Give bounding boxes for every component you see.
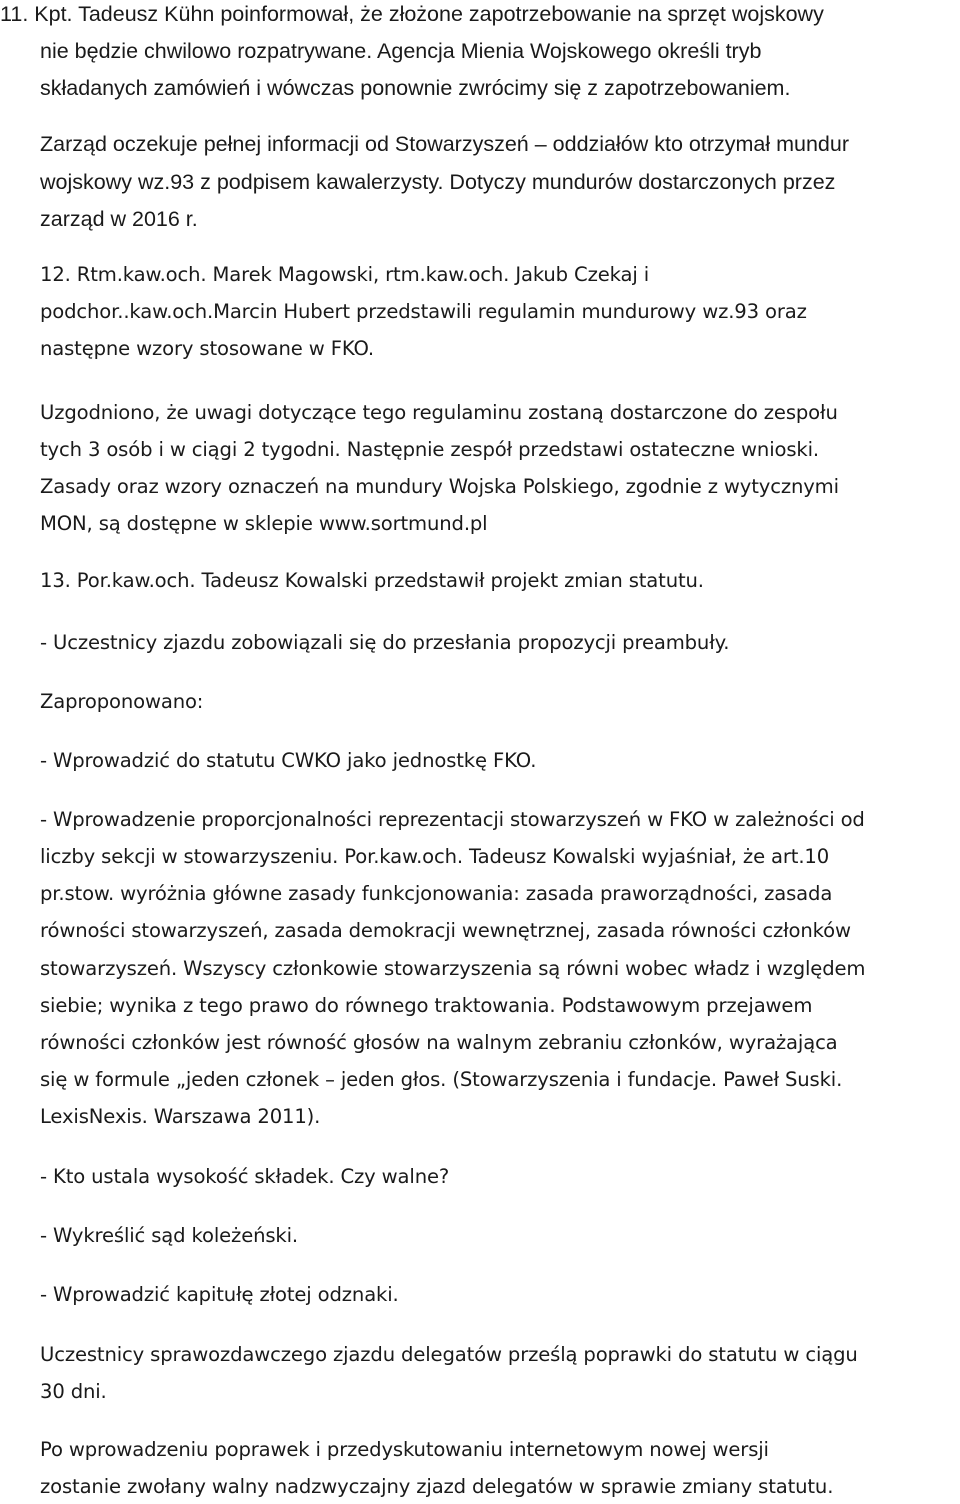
text-line: tych 3 osób i w ciągi 2 tygodni. Następnie zespół przedstawi ostateczne wnioski. [40, 438, 819, 461]
text-line: MON, są dostępne w sklepie www.sortmund.pl [40, 512, 488, 535]
text-line: składanych zamówień i wówczas ponownie zwrócimy się z zapotrzebowaniem. [40, 76, 791, 100]
text-line: - Wprowadzić kapitułę złotej odznaki. [40, 1283, 399, 1306]
text-line: równości stowarzyszeń, zasada demokracji wewnętrznej, zasada równości członków [40, 919, 851, 942]
text-line: stowarzyszeń. Wszyscy członkowie stowarzyszenia są równi wobec władz i względem [40, 957, 866, 980]
text-line: nie będzie chwilowo rozpatrywane. Agencja Mienia Wojskowego określi tryb [40, 39, 762, 63]
text-line: 13. Por.kaw.och. Tadeusz Kowalski przedstawił projekt zmian statutu. [40, 569, 704, 592]
text-line: - Wprowadzić do statutu CWKO jako jednostkę FKO. [40, 749, 537, 772]
text-line: LexisNexis. Warszawa 2011). [40, 1105, 321, 1128]
text-line: 30 dni. [40, 1380, 107, 1403]
text-line: zarząd w 2016 r. [40, 207, 198, 231]
text-line: Uczestnicy sprawozdawczego zjazdu delegatów prześlą poprawki do statutu w ciągu [40, 1343, 858, 1366]
text-line: Zasady oraz wzory oznaczeń na mundury Wojska Polskiego, zgodnie z wytycznymi [40, 475, 839, 498]
text-line: 12. Rtm.kaw.och. Marek Magowski, rtm.kaw.och. Jakub Czekaj i [40, 263, 649, 286]
text-line: Zaproponowano: [40, 690, 204, 713]
text-line: pr.stow. wyróżnia główne zasady funkcjonowania: zasada praworządności, zasada [40, 882, 833, 905]
text-line: Uzgodniono, że uwagi dotyczące tego regulaminu zostaną dostarczone do zespołu [40, 401, 838, 424]
text-line: się w formule „jeden członek – jeden głos. (Stowarzyszenia i fundacje. Paweł Suski. [40, 1068, 843, 1091]
text-line: wojskowy wz.93 z podpisem kawalerzysty. Dotyczy mundurów dostarczonych przez [40, 170, 836, 194]
text-line: - Wprowadzenie proporcjonalności reprezentacji stowarzyszeń w FKO w zależności od [40, 808, 865, 831]
text-line: podchor..kaw.och.Marcin Hubert przedstawili regulamin mundurowy wz.93 oraz [40, 300, 807, 323]
text-line: - Kto ustala wysokość składek. Czy walne? [40, 1165, 450, 1188]
text-line: zostanie zwołany walny nadzwyczajny zjazd delegatów w sprawie zmiany statutu. [40, 1475, 834, 1498]
text-line: - Wykreślić sąd koleżeński. [40, 1224, 298, 1247]
text-line: liczby sekcji w stowarzyszeniu. Por.kaw.och. Tadeusz Kowalski wyjaśniał, że art.10 [40, 845, 830, 868]
text-line: siebie; wynika z tego prawo do równego traktowania. Podstawowym przejawem [40, 994, 813, 1017]
text-line: 11. Kpt. Tadeusz Kühn poinformował, że złożone zapotrzebowanie na sprzęt wojskowy [0, 2, 824, 26]
text-line: - Uczestnicy zjazdu zobowiązali się do przesłania propozycji preambuły. [40, 631, 730, 654]
text-line: następne wzory stosowane w FKO. [40, 337, 375, 360]
text-line: Po wprowadzeniu poprawek i przedyskutowaniu internetowym nowej wersji [40, 1438, 769, 1461]
text-line: równości członków jest równość głosów na walnym zebraniu członków, wyrażająca [40, 1031, 838, 1054]
text-line: Zarząd oczekuje pełnej informacji od Stowarzyszeń – oddziałów kto otrzymał mundur [40, 132, 850, 156]
